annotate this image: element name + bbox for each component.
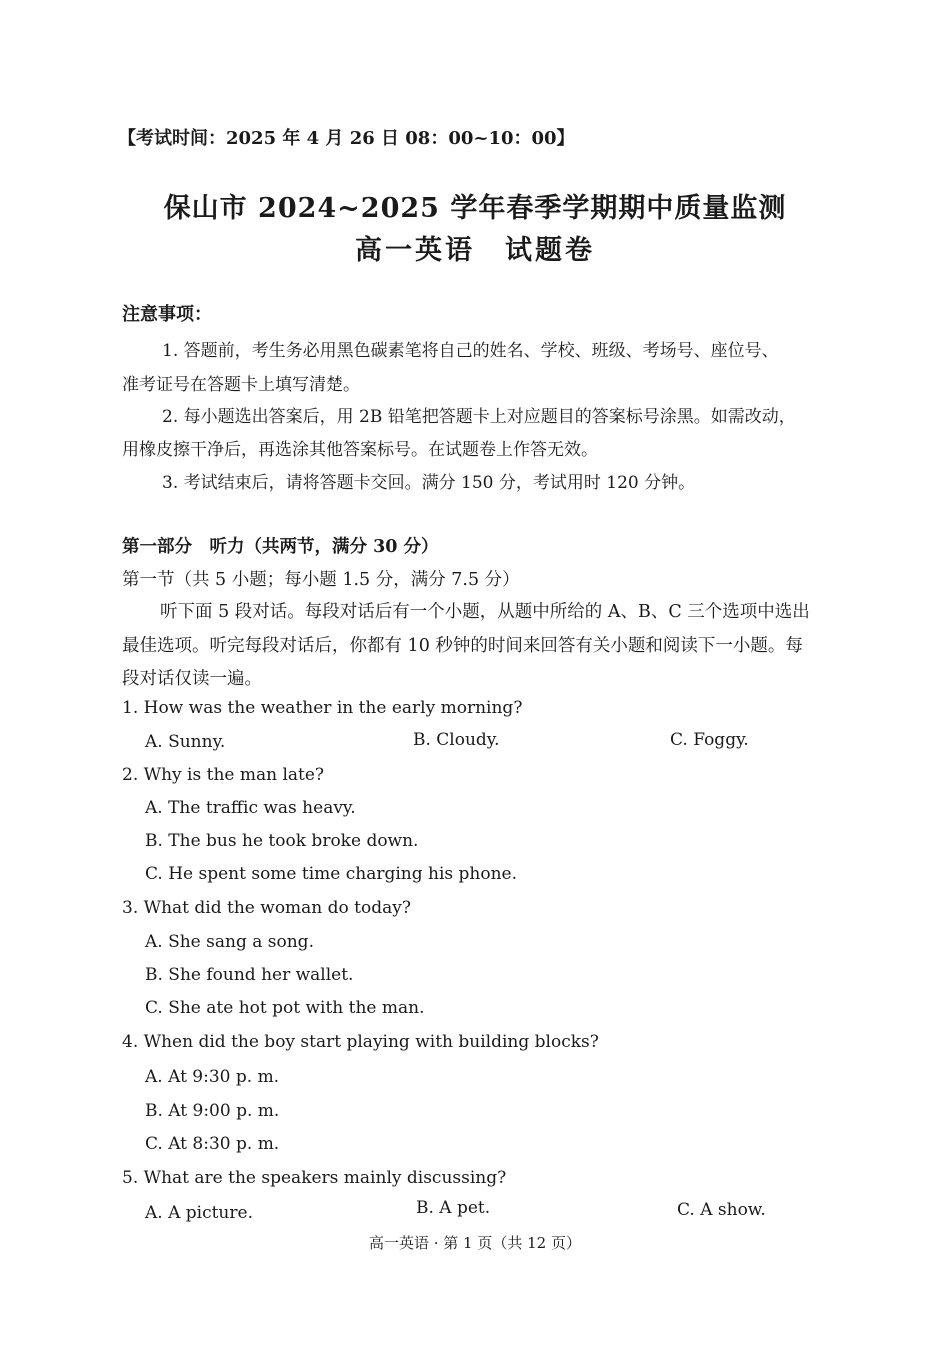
instructions-line: 最佳选项。听完每段对话后，你都有 10 秒钟的时间来回答有关小题和阅读下一小题。每: [122, 636, 803, 656]
question-3: 3. What did the woman do today?: [122, 898, 411, 918]
instructions-line: 段对话仅读一遍。: [122, 669, 262, 689]
notice-item-2: 2. 每小题选出答案后，用 2B 铅笔把答题卡上对应题目的答案标号涂黑。如需改动，: [162, 407, 796, 427]
q5-option-a: A. A picture.: [145, 1203, 253, 1223]
instructions-line: 听下面 5 段对话。每段对话后有一个小题，从题中所给的 A、B、C 三个选项中选出: [160, 602, 810, 622]
q5-option-b: B. A pet.: [416, 1198, 491, 1218]
question-4: 4. When did the boy start playing with building blocks?: [122, 1032, 599, 1052]
q2-option-a: A. The traffic was heavy.: [145, 798, 356, 818]
notice-item-1: 1. 答题前，考生务必用黑色碳素笔将自己的姓名、学校、班级、考场号、座位号、: [162, 341, 779, 361]
q2-option-c: C. He spent some time charging his phone.: [145, 864, 518, 884]
q4-option-b: B. At 9:00 p. m.: [145, 1101, 280, 1121]
notice-item-2-cont: 用橡皮擦干净后，再选涂其他答案标号。在试题卷上作答无效。: [122, 440, 598, 460]
question-2: 2. Why is the man late?: [122, 765, 325, 785]
question-5: 5. What are the speakers mainly discussing?: [122, 1168, 507, 1188]
q4-option-c: C. At 8:30 p. m.: [145, 1134, 280, 1154]
page-footer: 高一英语 · 第 1 页（共 12 页）: [368, 1234, 581, 1252]
exam-time: 【考试时间：2025 年 4 月 26 日 08：00~10：00】: [118, 128, 575, 149]
q1-option-b: B. Cloudy.: [413, 730, 500, 750]
part1-heading: 第一部分 听力（共两节，满分 30 分）: [122, 537, 439, 557]
notice-item-1-cont: 准考证号在答题卡上填写清楚。: [122, 375, 360, 395]
q2-option-b: B. The bus he took broke down.: [145, 831, 419, 851]
question-1: 1. How was the weather in the early morning?: [122, 698, 523, 718]
q3-option-a: A. She sang a song.: [145, 932, 314, 952]
q1-option-c: C. Foggy.: [670, 730, 749, 750]
exam-title: 保山市 2024~2025 学年春季学期期中质量监测: [163, 193, 787, 224]
q3-option-c: C. She ate hot pot with the man.: [145, 998, 425, 1018]
q1-option-a: A. Sunny.: [145, 732, 226, 752]
q5-option-c: C. A show.: [677, 1200, 766, 1220]
q4-option-a: A. At 9:30 p. m.: [145, 1067, 280, 1087]
section1-heading: 第一节（共 5 小题；每小题 1.5 分，满分 7.5 分）: [122, 570, 520, 590]
notice-item-3: 3. 考试结束后，请将答题卡交回。满分 150 分，考试用时 120 分钟。: [162, 473, 696, 493]
q3-option-b: B. She found her wallet.: [145, 965, 354, 985]
notice-heading: 注意事项：: [122, 304, 212, 325]
exam-subtitle: 高一英语 试题卷: [355, 235, 595, 266]
